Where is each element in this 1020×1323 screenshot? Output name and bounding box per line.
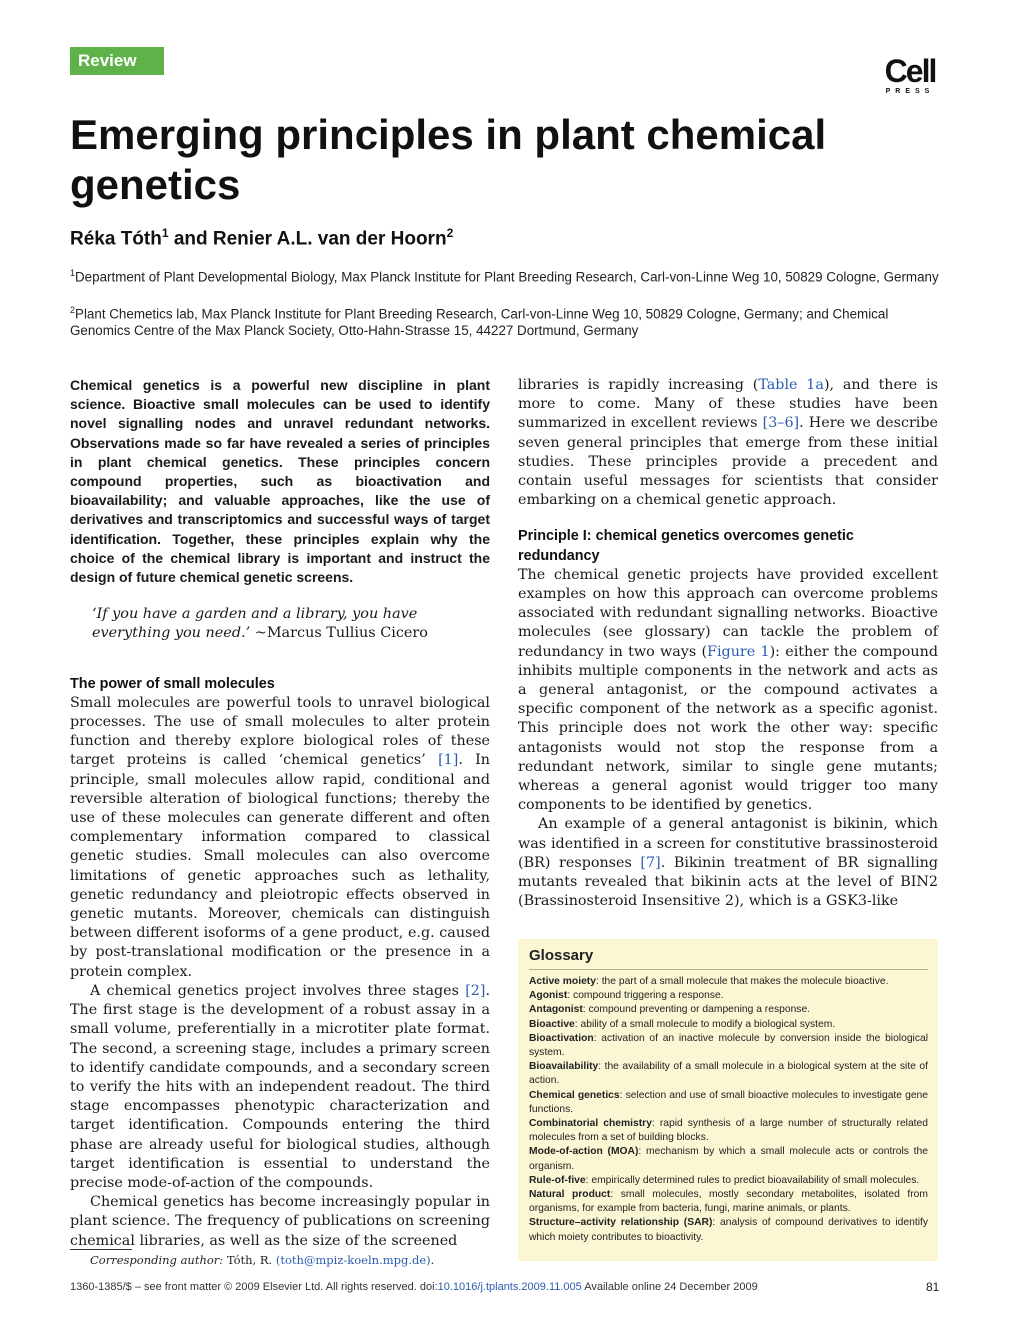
citation-link[interactable]: [1]	[438, 752, 459, 769]
glossary-definition: : small molecules, mostly secondary metabolites, isolated from organisms, for example from bacteria, fungi, marine animals, or plants.	[529, 1189, 928, 1215]
glossary-term: Combinatorial chemistry	[529, 1118, 652, 1130]
paragraph-text: Small molecules are powerful tools to unravel biological processes. The use of small molecules to alter protein function and thereby explore biological roles of these target proteins is called ‘chemical genetics’	[70, 694, 490, 769]
logo-sub-text: PRESS	[885, 88, 935, 95]
citation-link[interactable]: [7]	[640, 854, 661, 871]
affiliation-number: 2	[70, 305, 76, 315]
affiliation-text: Plant Chemetics lab, Max Planck Institute for Plant Breeding Research, Carl-von-Linne Weg 10, 50829 Cologne, Germany; and Chemical Genomics Centre of the Max Planck Society, Otto-Hahn-Strasse 15, 44227 Dortmund, Germany	[70, 306, 889, 339]
author-connector: and	[168, 228, 213, 250]
glossary-term: Mode-of-action (MOA)	[529, 1146, 639, 1158]
section-tag: Review	[70, 47, 164, 75]
glossary-definition: : the part of a small molecule that makes the molecule bioactive.	[595, 976, 889, 987]
paragraph	[518, 815, 938, 911]
logo-main-text: Cell	[884, 53, 936, 89]
glossary-term: Natural product	[529, 1189, 611, 1201]
glossary-entry	[529, 1003, 928, 1017]
paragraph: Chemical genetics has become increasingly popular in plant science. The frequency of publications on screening chemical libraries, as well as the size of the screened	[70, 1194, 490, 1249]
glossary-term: Antagonist	[529, 1004, 583, 1016]
glossary-entry	[529, 989, 928, 1003]
paragraph	[70, 694, 490, 982]
paragraph-text: ), and there is more to come. Many of these studies have been summarized in excellent reviews	[518, 377, 938, 432]
paragraph-text: A chemical genetics project involves three stages	[90, 982, 466, 999]
corresponding-author-note	[90, 1253, 434, 1267]
glossary-entry	[529, 1145, 928, 1173]
footnote-name: Tóth, R.	[223, 1253, 276, 1267]
affiliation	[70, 302, 940, 339]
paragraph-text: . Bikinin treatment of BR signalling mutants revealed that bikinin acts at the level of BIN2 (Brassinosteroid Insensitive 2), which is a GSK3-like	[518, 854, 939, 910]
section-heading: The power of small molecules	[70, 675, 275, 692]
page-footer	[70, 1281, 758, 1293]
article-title: Emerging principles in plant chemical genetics	[70, 111, 827, 208]
page-number: 81	[926, 1280, 940, 1294]
glossary-box	[518, 939, 938, 1261]
glossary-definition: : the availability of a small molecule in a biological system at the site of action.	[529, 1061, 928, 1087]
affiliation-text: Department of Plant Developmental Biology, Max Planck Institute for Plant Breeding Research, Carl-von-Linne Weg 10, 50829 Cologne, Germany	[75, 269, 939, 285]
quote-text: ‘If you have a garden and a library, you have everything you need.’	[92, 606, 418, 642]
glossary-definition: : compound triggering a response.	[567, 990, 724, 1002]
affiliation-marker: 1	[161, 226, 169, 240]
paragraph	[518, 376, 938, 510]
glossary-term: Bioactive	[529, 1018, 575, 1030]
glossary-definition: : analysis of compound derivatives to identify which moiety contributes to bioactivity.	[529, 1217, 928, 1243]
footnote-end: .	[430, 1253, 435, 1267]
glossary-entry	[529, 975, 928, 989]
cell-press-logo	[880, 53, 940, 95]
glossary-definition: : mechanism by which a small molecule acts or controls the organism.	[529, 1146, 928, 1172]
glossary-definition: : compound preventing or dampening a response.	[582, 1004, 811, 1016]
glossary-definition: : ability of a small molecule to modify a biological system.	[574, 1018, 836, 1030]
paragraph-text: An example of a general antagonist is bikinin, which was identified in a screen for constitutive brassinosteroid (BR) responses	[518, 816, 938, 871]
doi-link[interactable]: 10.1016/j.tplants.2009.11.005	[437, 1281, 582, 1293]
glossary-term: Active moiety	[529, 976, 596, 987]
glossary-entry	[529, 1060, 928, 1088]
quote-author: ~Marcus Tullius Cicero	[250, 625, 428, 642]
glossary-term: Structure–activity relationship (SAR)	[529, 1217, 713, 1229]
glossary-definition: : rapid synthesis of a large number of structurally related molecules from a set of building blocks.	[529, 1118, 928, 1144]
glossary-term: Agonist	[529, 990, 568, 1002]
author-name: Renier A.L. van der Hoorn	[212, 228, 447, 250]
citation-link[interactable]: [3–6]	[762, 415, 800, 432]
footnote-divider	[70, 1249, 132, 1250]
glossary-entry	[529, 1089, 928, 1117]
affiliation	[70, 265, 940, 285]
paragraph-text: . The first stage is the development of a robust assay in a small volume, preferentially in a microtiter plate format. The second, a screening stage, includes a primary screen to identify candidate compounds, and a secondary screen to verify the hits with an independent readout. The third stage encompasses phenotypic characterization and target identification. Compounds entering the third phase are already useful for biological studies, although target identification is essential to understand the precise mode-of-action of the compounds.	[70, 982, 490, 1191]
paragraph-text: ): either the compound inhibits multiple components in the network and acts as a general antagonist, or the compound activates a specific component of the network as a specific agonist. This principle does not work the other way: specific antagonists would not stop the response from a redundant network, similar to single gene mutants; whereas a general agonist would trigger too many components to be identified by genetics.	[518, 643, 938, 814]
affiliation-number: 1	[70, 268, 76, 278]
glossary-entry	[529, 1216, 928, 1244]
glossary-definition: : activation of an inactive molecule by conversion inside the biological system.	[529, 1032, 928, 1059]
paragraph	[518, 566, 938, 816]
email-link[interactable]: (toth@mpiz-koeln.mpg.de)	[275, 1253, 431, 1267]
right-column	[518, 376, 938, 911]
footnote-label: Corresponding author:	[90, 1253, 224, 1267]
footer-text: 1360-1385/$ – see front matter © 2009 Elsevier Ltd. All rights reserved. doi:	[70, 1281, 438, 1293]
paragraph-text: . Here we describe seven general principles that emerge from these initial studies. These principles provide a precedent and contain useful messages for scientists that consider embarking on a chemical genetic approach.	[518, 415, 938, 509]
author-name: Réka Tóth	[70, 228, 162, 250]
epigraph	[92, 605, 468, 643]
section-heading: Principle I: chemical genetics overcomes genetic redundancy	[518, 528, 854, 564]
glossary-title: Glossary	[529, 947, 928, 970]
left-column	[70, 376, 490, 1251]
glossary-entry	[529, 1032, 928, 1060]
footer-text: Available online 24 December 2009	[581, 1281, 758, 1293]
abstract: Chemical genetics is a powerful new discipline in plant science. Bioactive small molecules can be used to identify novel signalling nodes and unravel redundant networks. Observations made so far have revealed a series of principles in plant chemical genetics. These principles concern compound properties, such as bioactivation and bioavailability; and valuable approaches, like the use of derivatives and transcriptomics and successful ways of target identification. Together, these principles explain why the choice of the chemical library is important and instruct the design of future chemical genetic screens.	[70, 377, 490, 586]
glossary-entry	[529, 1174, 928, 1188]
glossary-term: Rule-of-five	[529, 1174, 586, 1186]
glossary-entry	[529, 1018, 928, 1032]
glossary-term: Chemical genetics	[529, 1089, 620, 1101]
glossary-definition: : empirically determined rules to predict bioavailability of small molecules.	[585, 1174, 920, 1186]
affiliation-marker: 2	[446, 226, 454, 240]
author-line	[70, 226, 453, 250]
table-link[interactable]: Table 1a	[758, 377, 824, 393]
citation-link[interactable]: [2]	[465, 982, 486, 999]
glossary-definition: : selection and use of small bioactive molecules to investigate gene functions.	[529, 1089, 928, 1115]
glossary-term: Bioactivation	[529, 1032, 594, 1044]
glossary-term: Bioavailability	[529, 1061, 599, 1073]
paragraph-text: . In principle, small molecules allow rapid, conditional and reversible alteration of biological functions; thereby the use of these molecules can generate different and often complementary information compared to classical genetic studies. Small molecules can also overcome limitations of genetic approaches such as lethality, genetic redundancy and pleiotropic effects observed in genetic mutants. Moreover, chemicals can distinguish between different isoforms of a gene product, e.g. caused by post-translational modification or the presence in a protein complex.	[70, 752, 490, 980]
figure-link[interactable]: Figure 1	[707, 643, 770, 660]
glossary-entry	[529, 1188, 928, 1216]
glossary-entry	[529, 1117, 928, 1145]
paragraph-text: The chemical genetic projects have provided excellent examples on how this approach can overcome problems associated with redundant signalling networks. Bioactive molecules (see glossary) can tackle the problem of redundancy in two ways (	[518, 566, 938, 660]
paragraph	[70, 982, 490, 1193]
paragraph-text: libraries is rapidly increasing (	[518, 377, 759, 393]
